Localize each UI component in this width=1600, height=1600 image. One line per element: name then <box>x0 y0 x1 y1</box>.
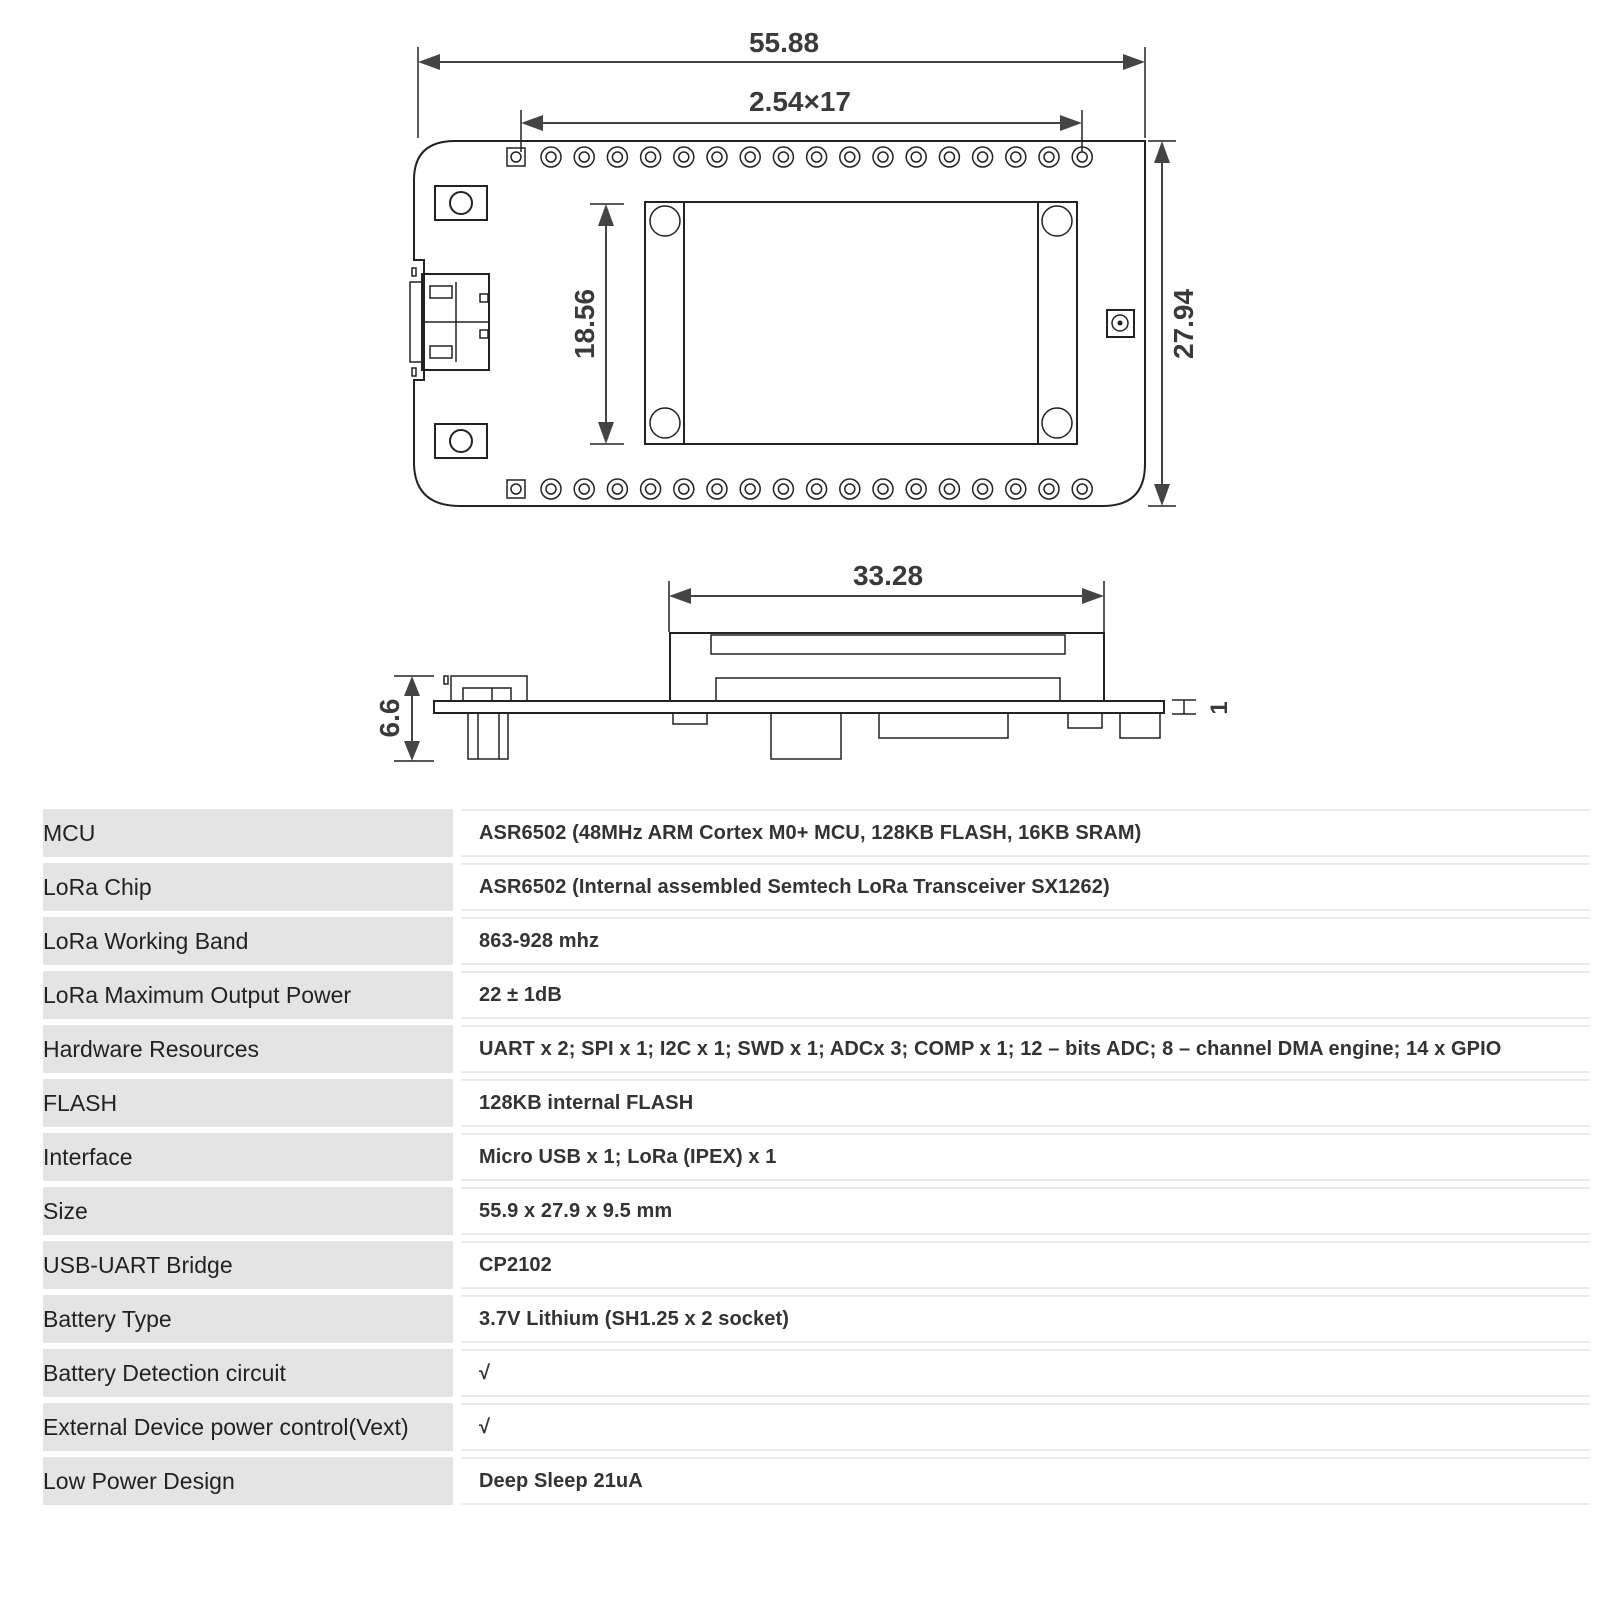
bottom-header-pin-hole <box>1011 484 1021 494</box>
top-header-pin-hole <box>812 152 822 162</box>
bottom-header-pin-hole <box>579 484 589 494</box>
spec-label: Size <box>43 1187 453 1235</box>
top-header-pin <box>906 147 926 167</box>
bottom-header-pin <box>607 479 627 499</box>
spec-gap <box>453 863 461 911</box>
bottom-header-pin-hole <box>1044 484 1054 494</box>
spec-gap <box>453 1241 461 1289</box>
spec-value-cell <box>461 1349 1590 1397</box>
bottom-header-pin <box>906 479 926 499</box>
pin-pitch-label: 2.54×17 <box>749 86 851 117</box>
bottom-header-pin <box>707 479 727 499</box>
spec-value-cell <box>461 1187 1590 1235</box>
spec-value-cell <box>461 1295 1590 1343</box>
top-header-pin-hole <box>944 152 954 162</box>
bottom-header-pin-hole <box>812 484 822 494</box>
button-top <box>435 186 487 220</box>
spec-label: USB-UART Bridge <box>43 1241 453 1289</box>
spec-label: Battery Type <box>43 1295 453 1343</box>
spec-label: External Device power control(Vext) <box>43 1403 453 1451</box>
spec-value: 128KB internal FLASH <box>461 1081 1590 1125</box>
spec-row <box>43 1295 1590 1343</box>
spec-gap <box>453 1349 461 1397</box>
top-header-pin-hole <box>646 152 656 162</box>
spec-label: LoRa Maximum Output Power <box>43 971 453 1019</box>
bottom-header-pin-hole <box>878 484 888 494</box>
spec-value: √ <box>461 1351 1590 1395</box>
spec-value: √ <box>461 1405 1590 1449</box>
top-header-pin-hole <box>978 152 988 162</box>
spec-gap <box>453 809 461 857</box>
spec-gap <box>453 1025 461 1073</box>
spec-table <box>43 803 1590 1511</box>
spec-label: MCU <box>43 809 453 857</box>
top-header-pin <box>740 147 760 167</box>
bottom-pin-header <box>507 479 1092 499</box>
bottom-header-pin-hole <box>612 484 622 494</box>
spec-gap <box>453 1079 461 1127</box>
bottom-header-pin <box>1006 479 1026 499</box>
spec-value: Deep Sleep 21uA <box>461 1459 1590 1503</box>
spec-label: LoRa Chip <box>43 863 453 911</box>
top-header-pin-hole <box>745 152 755 162</box>
spec-value-cell <box>461 1457 1590 1505</box>
bottom-header-pin-hole <box>1077 484 1087 494</box>
spec-gap <box>453 1457 461 1505</box>
spec-value-cell <box>461 1241 1590 1289</box>
top-header-pin-hole <box>579 152 589 162</box>
bottom-header-pin <box>773 479 793 499</box>
top-header-pin-hole <box>679 152 689 162</box>
spec-gap <box>453 1187 461 1235</box>
top-header-pin <box>1006 147 1026 167</box>
top-header-pin-hole <box>712 152 722 162</box>
top-header-pin <box>707 147 727 167</box>
top-header-pin <box>773 147 793 167</box>
spec-value-cell <box>461 1025 1590 1073</box>
pcb-thickness-label: 1 <box>1206 701 1233 715</box>
spec-gap <box>453 1133 461 1181</box>
top-header-pin-hole <box>1044 152 1054 162</box>
top-header-pin-hole <box>778 152 788 162</box>
spec-gap <box>453 971 461 1019</box>
bottom-header-pin-hole <box>712 484 722 494</box>
spec-row <box>43 1241 1590 1289</box>
bottom-header-pin <box>641 479 661 499</box>
bottom-header-pin <box>1039 479 1059 499</box>
oled-display <box>645 202 1077 444</box>
spec-gap <box>453 917 461 965</box>
spec-label: Low Power Design <box>43 1457 453 1505</box>
spec-value: 3.7V Lithium (SH1.25 x 2 socket) <box>461 1297 1590 1341</box>
board-width-label: 27.94 <box>1168 288 1199 360</box>
spec-value-cell <box>461 917 1590 965</box>
button-bottom <box>435 424 487 458</box>
bottom-header-pin <box>541 479 561 499</box>
bottom-header-pin-hole <box>845 484 855 494</box>
display-height-label: 18.56 <box>569 288 600 360</box>
spec-row <box>43 1187 1590 1235</box>
spec-row <box>43 863 1590 911</box>
top-header-pin <box>939 147 959 167</box>
board-length-label: 55.88 <box>748 27 820 58</box>
display-width-label: 33.28 <box>852 560 924 591</box>
top-header-pin <box>574 147 594 167</box>
bottom-header-pin <box>939 479 959 499</box>
spec-row <box>43 917 1590 965</box>
board-outline <box>414 141 1145 506</box>
top-header-pin <box>840 147 860 167</box>
spec-label: FLASH <box>43 1079 453 1127</box>
spec-row <box>43 1133 1590 1181</box>
top-header-pin <box>541 147 561 167</box>
spec-value: UART x 2; SPI x 1; I2C x 1; SWD x 1; ADCx 3; COMP x 1; 12 – bits ADC; 8 – channel DMA engine; 14 x GPIO <box>461 1027 1590 1071</box>
spec-row <box>43 971 1590 1019</box>
bottom-header-pin <box>973 479 993 499</box>
spec-gap <box>453 1295 461 1343</box>
spec-label: Interface <box>43 1133 453 1181</box>
top-header-pin <box>873 147 893 167</box>
bottom-header-pin <box>574 479 594 499</box>
bottom-header-pin <box>740 479 760 499</box>
spec-row <box>43 809 1590 857</box>
bottom-header-pin-hole <box>778 484 788 494</box>
bottom-header-pin-hole <box>679 484 689 494</box>
bottom-header-pin <box>1072 479 1092 499</box>
spec-row <box>43 1457 1590 1505</box>
top-header-pin <box>674 147 694 167</box>
top-header-pin <box>607 147 627 167</box>
bottom-header-pin <box>840 479 860 499</box>
top-header-pin-hole <box>911 152 921 162</box>
spec-row <box>43 1403 1590 1451</box>
spec-value: 22 ± 1dB <box>461 973 1590 1017</box>
spec-row <box>43 1025 1590 1073</box>
bottom-header-pin-hole <box>646 484 656 494</box>
board-dimension-drawing <box>0 0 1600 780</box>
spec-value-cell <box>461 971 1590 1019</box>
micro-usb-connector <box>410 268 489 376</box>
bottom-header-pin-hole <box>745 484 755 494</box>
spec-label: LoRa Working Band <box>43 917 453 965</box>
spec-value-cell <box>461 1133 1590 1181</box>
top-header-pin-hole <box>1077 152 1087 162</box>
spec-row <box>43 1079 1590 1127</box>
spec-value: CP2102 <box>461 1243 1590 1287</box>
top-pin-header <box>507 147 1092 167</box>
spec-value-cell <box>461 809 1590 857</box>
bottom-header-pin <box>674 479 694 499</box>
top-header-pin-hole <box>1011 152 1021 162</box>
spec-value: ASR6502 (48MHz ARM Cortex M0+ MCU, 128KB FLASH, 16KB SRAM) <box>461 811 1590 855</box>
bottom-header-pin-hole <box>546 484 556 494</box>
bottom-header-pin <box>873 479 893 499</box>
bottom-header-pin-hole <box>978 484 988 494</box>
spec-label: Battery Detection circuit <box>43 1349 453 1397</box>
bottom-header-pin-hole <box>911 484 921 494</box>
top-header-pin <box>973 147 993 167</box>
spec-value-cell <box>461 863 1590 911</box>
spec-value: 55.9 x 27.9 x 9.5 mm <box>461 1189 1590 1233</box>
spec-value-cell <box>461 1403 1590 1451</box>
top-header-pin <box>1039 147 1059 167</box>
top-header-pin <box>641 147 661 167</box>
top-header-pin-hole <box>845 152 855 162</box>
spec-value: Micro USB x 1; LoRa (IPEX) x 1 <box>461 1135 1590 1179</box>
bottom-header-pin-hole <box>944 484 954 494</box>
top-header-pin <box>807 147 827 167</box>
top-header-pin-hole <box>546 152 556 162</box>
spec-row <box>43 1349 1590 1397</box>
side-view <box>434 633 1164 759</box>
spec-gap <box>453 1403 461 1451</box>
top-header-pin-hole <box>612 152 622 162</box>
top-header-pin-hole <box>878 152 888 162</box>
spec-value: ASR6502 (Internal assembled Semtech LoRa Transceiver SX1262) <box>461 865 1590 909</box>
spec-value-cell <box>461 1079 1590 1127</box>
spec-label: Hardware Resources <box>43 1025 453 1073</box>
ipex-antenna-connector <box>1107 310 1134 337</box>
total-height-label: 6.6 <box>374 698 405 738</box>
spec-value: 863-928 mhz <box>461 919 1590 963</box>
bottom-header-pin <box>807 479 827 499</box>
